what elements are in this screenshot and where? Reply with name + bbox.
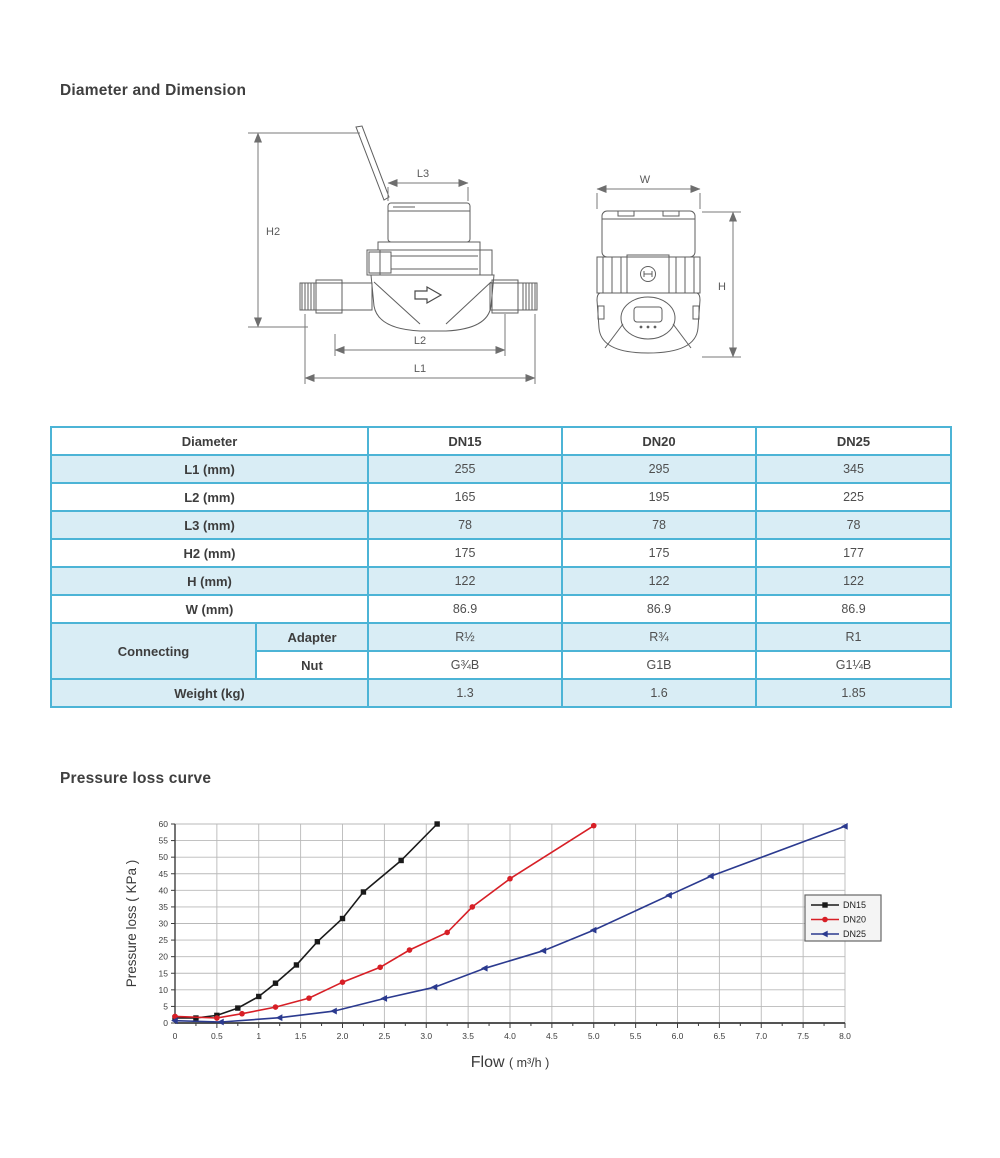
y-tick-label: 45 [158,868,168,879]
y-tick-label: 15 [158,968,168,979]
row-label-adapter: Adapter [256,623,368,651]
dim-label-h2: H2 [266,226,281,238]
table-row [51,455,951,483]
marker-triangle-left [276,1014,283,1021]
cell-value: 255 [368,455,562,483]
header-dn15: DN15 [368,427,562,455]
dim-label-l1: L1 [413,363,427,375]
cell-value: 78 [756,511,951,539]
side-view-drawing [248,126,537,384]
cell-value: 1.3 [368,679,562,707]
y-tick-label: 40 [158,885,168,896]
cell-value: 1.85 [756,679,951,707]
x-tick-label: 2.0 [336,1031,349,1041]
cell-value: 225 [756,483,951,511]
x-tick-label: 7.0 [755,1031,768,1041]
x-tick-label: 4.5 [545,1031,558,1041]
legend-label-DN25: DN25 [843,929,867,939]
x-tick-label: 3.5 [462,1031,475,1041]
marker-circle [340,979,346,985]
dim-label-w: W [639,174,651,186]
legend-label-DN20: DN20 [843,914,867,925]
flow-arrow-icon [415,287,441,303]
x-tick-label: 2.5 [378,1031,391,1041]
inlet-thread [302,283,314,310]
marker-circle [444,930,450,936]
table-row [51,539,951,567]
marker-square [434,821,439,826]
x-tick-label: 4.0 [504,1031,516,1041]
x-tick-label: 7.5 [797,1031,810,1041]
x-tick-label: 8.0 [839,1031,851,1041]
cable-line [356,126,389,200]
marker-circle [306,995,312,1001]
outlet-nut [492,280,518,313]
marker-circle [377,964,383,970]
marker-triangle-left [481,965,488,972]
x-axis-title: Flow ( m³/h ) [470,1054,550,1071]
cell-value: 175 [368,539,562,567]
marker-circle [239,1011,245,1017]
front-register [602,211,695,257]
series-line-DN15 [175,824,437,1018]
cell-value: R¾ [562,623,756,651]
section-title-dimension: Diameter and Dimension [60,82,247,99]
marker-triangle-left [380,995,387,1002]
cell-value: R½ [368,623,562,651]
dim-label-l2: L2 [413,335,427,347]
y-tick-label: 60 [158,819,168,829]
inlet-nut [316,280,342,313]
legend-marker-DN15 [822,902,827,907]
marker-circle [507,876,513,882]
x-tick-label: 1 [256,1031,262,1041]
row-label-l1: L1 (mm) [51,455,368,483]
cell-value: 86.9 [562,595,756,623]
table-row [51,595,951,623]
table-row [51,567,951,595]
y-tick-label: 10 [158,984,168,995]
y-tick-label: 25 [158,935,168,946]
cell-value: 122 [562,567,756,595]
header-dn25: DN25 [756,427,951,455]
register-housing [388,203,470,242]
marker-triangle-left [665,892,672,899]
header-diameter: Diameter [51,427,368,455]
y-axis-title: Pressure loss ( KPa ) [124,859,139,988]
marker-circle [470,904,476,910]
display-window [634,307,662,322]
marker-square [235,1005,240,1010]
row-label-h2: H2 (mm) [51,539,368,567]
cell-value: 122 [368,567,562,595]
x-tick-label: 6.0 [671,1031,684,1041]
table-row-connecting-adapter [51,623,951,651]
marker-square [273,981,278,986]
y-tick-label: 0 [163,1018,168,1028]
marker-triangle-left [540,947,547,954]
y-tick-label: 5 [163,1001,168,1012]
pressure-loss-chart [100,805,890,1105]
outlet-thread [523,283,535,310]
cell-value: 86.9 [368,595,562,623]
y-tick-label: 55 [158,835,168,846]
right-clip [693,306,699,319]
x-tick-label: 3.0 [420,1031,433,1041]
legend-marker-DN20 [822,917,828,923]
meter-body [371,275,494,331]
row-label-w: W (mm) [51,595,368,623]
table-row [51,483,951,511]
row-label-nut: Nut [256,651,368,679]
x-tick-label: 0 [172,1031,178,1041]
x-tick-label: 5.0 [587,1031,600,1041]
row-label-l2: L2 (mm) [51,483,368,511]
row-label-l3: L3 (mm) [51,511,368,539]
marker-square [340,916,345,921]
marker-square [294,962,299,967]
front-lower-body [597,293,700,353]
row-label-connecting: Connecting [51,623,256,679]
cell-value: 345 [756,455,951,483]
marker-circle [273,1004,279,1010]
cell-value: 1.6 [562,679,756,707]
marker-square [256,994,261,999]
x-tick-label: 1.5 [294,1031,307,1041]
cell-value: 175 [562,539,756,567]
cell-value: G1¼B [756,651,951,679]
dimension-table [50,426,952,708]
marker-triangle-left [330,1008,337,1015]
cell-value: 165 [368,483,562,511]
cell-value: G1B [562,651,756,679]
table-row-weight [51,679,951,707]
header-dn20: DN20 [562,427,756,455]
x-tick-label: 5.5 [629,1031,642,1041]
table-header-row [51,427,951,455]
y-tick-label: 20 [158,951,168,962]
dim-label-h: H [718,281,726,293]
row-label-weight: Weight (kg) [51,679,368,707]
display-oval [621,297,675,339]
table-row [51,511,951,539]
marker-square [361,889,366,894]
marker-circle [591,823,597,829]
cell-value: G¾B [368,651,562,679]
marker-square [315,939,320,944]
register-flange [378,242,480,250]
cell-value: 86.9 [756,595,951,623]
front-view-drawing [597,174,741,357]
left-clip [598,306,604,319]
x-tick-label: 6.5 [713,1031,726,1041]
cell-value: 177 [756,539,951,567]
y-tick-label: 30 [158,918,168,929]
cell-value: R1 [756,623,951,651]
y-tick-label: 35 [158,901,168,912]
cell-value: 78 [562,511,756,539]
section-title-pressure-loss: Pressure loss curve [60,770,212,787]
marker-triangle-left [590,927,597,934]
cell-value: 295 [562,455,756,483]
marker-circle [407,947,413,953]
cell-value: 78 [368,511,562,539]
legend-label-DN15: DN15 [843,900,867,910]
dimension-drawing [90,110,770,410]
row-label-h: H (mm) [51,567,368,595]
dim-label-l3: L3 [416,168,430,180]
cell-value: 122 [756,567,951,595]
marker-circle [214,1015,220,1021]
outlet-pipe [490,283,537,310]
x-tick-label: 0.5 [210,1031,223,1041]
meter-mid-section [367,250,492,275]
marker-square [398,858,403,863]
y-tick-label: 50 [158,852,168,863]
cell-value: 195 [562,483,756,511]
